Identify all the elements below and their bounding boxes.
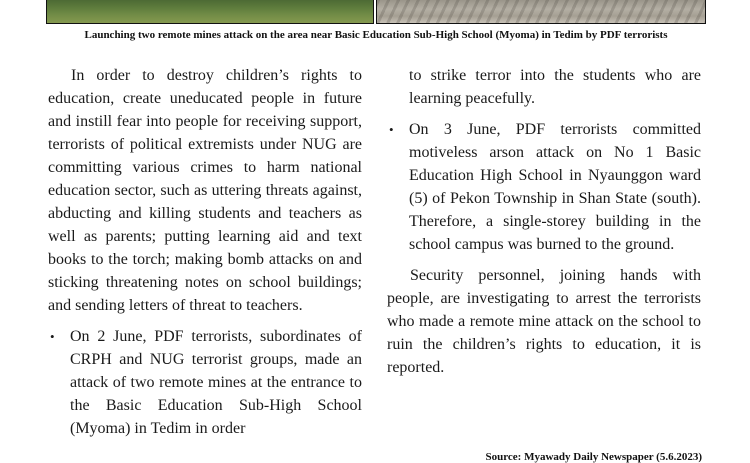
closing-paragraph: Security personnel, joining hands with people, are investigating to arrest the terrorists who made a remote mine attack on the school to ruin the children’s rights to education, it is reported. <box>387 267 701 376</box>
bullet-list-right <box>387 118 701 256</box>
bullet-item <box>387 118 701 256</box>
left-column <box>48 64 362 440</box>
photo-grass-field <box>46 0 374 24</box>
source-line: Source: Myawady Daily Newspaper (5.6.2023) <box>485 451 702 463</box>
bullet-icon: • <box>50 329 55 344</box>
bullet-text: On 3 June, PDF terrorists committed motiveless arson attack on No 1 Basic Education High School in Nyaunggon ward (5) of Pekon Township in Shan State (south). Therefore, a single-storey building in the school campus was burned to the ground. <box>409 121 701 253</box>
bullet-list-left <box>48 325 362 440</box>
bullet-item <box>48 325 362 440</box>
photo-caption: Launching two remote mines attack on the area near Basic Education Sub-High School (Myoma) in Tedim by PDF terrorists <box>84 29 668 41</box>
bullet-continuation: to strike terror into the students who are learning peacefully. <box>409 67 701 107</box>
right-column <box>387 64 701 379</box>
intro-paragraph: In order to destroy children’s rights to education, create uneducated people in future and instill fear into people for receiving support, terrorists of political extremists under NUG are committing various crimes to harm national education sector, such as uttering threats against, abducting and killing students and teachers as well as parents; putting learning aid and text books to the torch; making bomb attacks on and sticking threatening notes on school buildings; and sending letters of threat to teachers. <box>48 67 362 314</box>
photo-strip <box>46 0 706 26</box>
photo-debris-site <box>376 0 706 24</box>
bullet-icon: • <box>389 122 394 137</box>
bullet-text: On 2 June, PDF terrorists, subordinates of CRPH and NUG terrorist groups, made an attack of two remote mines at the entrance to the Basic Education Sub-High School (Myoma) in Tedim in order <box>70 328 362 437</box>
